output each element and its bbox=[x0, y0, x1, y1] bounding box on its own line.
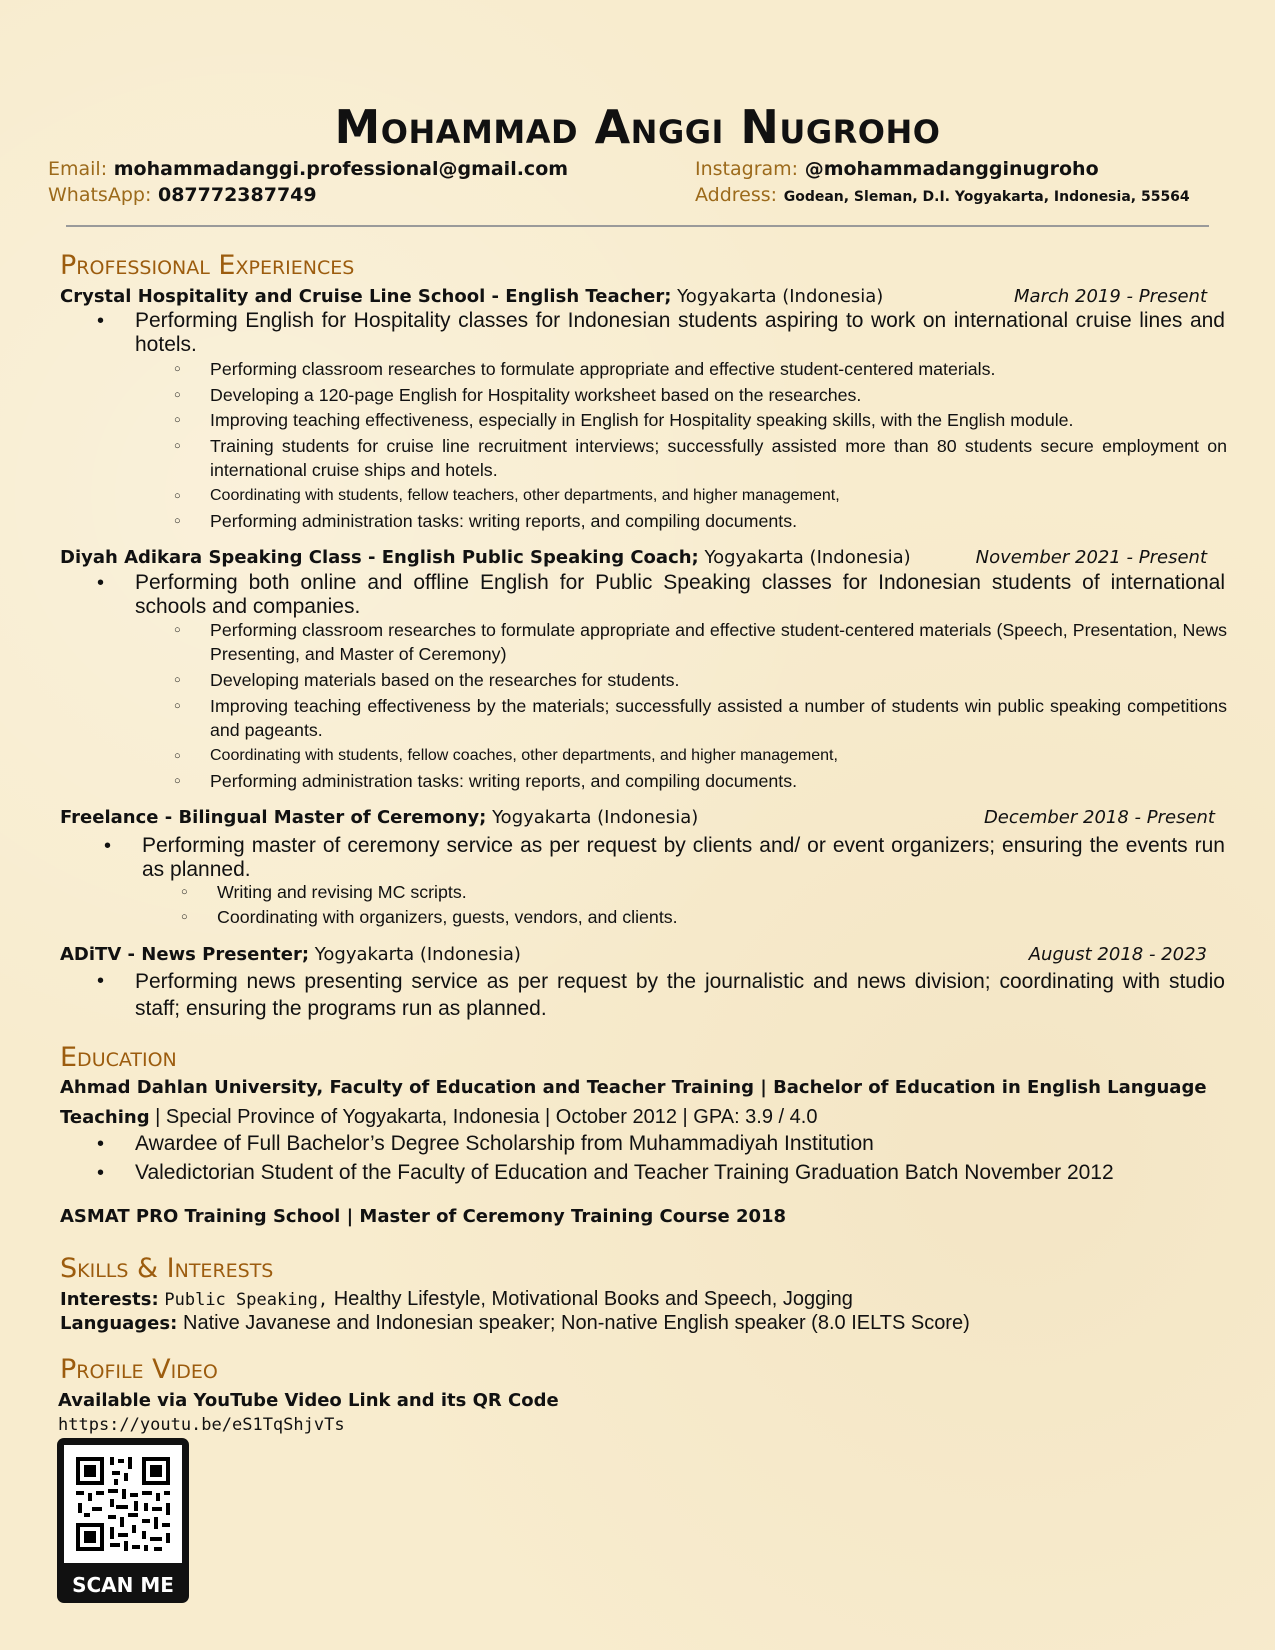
job-location: Yogyakarta (Indonesia) bbox=[492, 807, 699, 828]
whatsapp-label: WhatsApp: bbox=[48, 184, 152, 206]
interests-first: Public Speaking, bbox=[164, 1290, 329, 1310]
address-label: Address: bbox=[695, 184, 778, 206]
header-divider bbox=[66, 225, 1209, 227]
address-line bbox=[695, 184, 1190, 206]
job-title: Freelance - Bilingual Master of Ceremony; bbox=[60, 807, 487, 828]
job-title: Crystal Hospitality and Cruise Line School - English Teacher; bbox=[60, 286, 672, 307]
job-subbullet: ○ Performing classroom researches to formulate appropriate and effective student-centered materials. bbox=[210, 357, 1227, 381]
interests-line bbox=[60, 1288, 1225, 1311]
education-degree: Ahmad Dahlan University, Faculty of Education and Teacher Training | Bachelor of Education in English Language bbox=[60, 1077, 1207, 1098]
candidate-name: Mohammad Anggi Nugroho bbox=[334, 100, 941, 154]
instagram-label: Instagram: bbox=[695, 158, 799, 180]
interests-label: Interests: bbox=[60, 1289, 159, 1310]
training-course: ASMAT PRO Training School | Master of Ceremony Training Course 2018 bbox=[60, 1206, 787, 1227]
job-subbullet: ○ Coordinating with organizers, guests, vendors, and clients. bbox=[217, 905, 1227, 929]
video-description: Available via YouTube Video Link and its QR Code bbox=[58, 1390, 559, 1411]
email-line bbox=[48, 158, 568, 180]
email-label: Email: bbox=[48, 158, 108, 180]
job-heading bbox=[60, 286, 1225, 307]
job-subbullet: ○ Improving teaching effectiveness, especially in English for Hospitality speaking skills, with the English module. bbox=[210, 408, 1227, 432]
job-location: Yogyakarta (Indonesia) bbox=[677, 286, 884, 307]
job-subbullet: ○ Coordinating with students, fellow coaches, other departments, and higher management, bbox=[210, 744, 1227, 768]
instagram-line bbox=[695, 158, 1099, 180]
languages-label: Languages: bbox=[60, 1313, 178, 1334]
qr-scan-label: SCAN ME bbox=[72, 1573, 174, 1597]
whatsapp-line bbox=[48, 184, 317, 206]
job-subbullet: ○ Performing administration tasks: writing reports, and compiling documents. bbox=[210, 769, 1227, 793]
section-title-experience: Professional Experiences bbox=[60, 250, 355, 281]
section-title-video: Profile Video bbox=[60, 1354, 218, 1385]
address-value: Godean, Sleman, D.I. Yogyakarta, Indonesia, 55564 bbox=[783, 189, 1190, 205]
job-subbullet: ○ Performing administration tasks: writing reports, and compiling documents. bbox=[210, 509, 1227, 533]
job-heading bbox=[60, 547, 1225, 568]
section-title-skills: Skills & Interests bbox=[60, 1253, 274, 1284]
qr-code[interactable] bbox=[57, 1438, 189, 1603]
job-bullet: • Performing English for Hospitality classes for Indonesian students aspiring to work on international cruise lines and hotels. bbox=[135, 309, 1225, 357]
education-bullet: • Valedictorian Student of the Faculty of Education and Teacher Training Graduation Batch November 2012 bbox=[135, 1161, 1225, 1185]
section-title-education: Education bbox=[60, 1042, 177, 1073]
job-date: December 2018 - Present bbox=[983, 807, 1215, 828]
languages-value: Native Javanese and Indonesian speaker; Non-native English speaker (8.0 IELTS Score) bbox=[183, 1312, 970, 1334]
job-subbullet: ○ Developing a 120-page English for Hospitality worksheet based on the researches. bbox=[210, 383, 1227, 407]
interests-rest: Healthy Lifestyle, Motivational Books and Speech, Jogging bbox=[328, 1288, 853, 1310]
job-subbullet: ○ Performing classroom researches to formulate appropriate and effective student-centered materials (Speech, Presentation, News Presenting, and Master of Ceremony) bbox=[210, 618, 1227, 666]
job-date: August 2018 - 2023 bbox=[1028, 944, 1207, 965]
qr-pattern bbox=[64, 1445, 182, 1563]
job-bullet: • Performing master of ceremony service as per request by clients and/ or event organizers; ensuring the events run as planned. bbox=[142, 834, 1225, 882]
instagram-value[interactable]: @mohammadangginugroho bbox=[804, 158, 1099, 180]
job-title: Diyah Adikara Speaking Class - English Public Speaking Coach; bbox=[60, 547, 699, 568]
job-heading bbox=[60, 807, 1225, 828]
job-subbullet: ○ Writing and revising MC scripts. bbox=[217, 880, 1227, 904]
video-link[interactable]: https://youtu.be/eS1TqShjvTs bbox=[58, 1415, 345, 1435]
education-bullet: • Awardee of Full Bachelor’s Degree Scholarship from Muhammadiyah Institution bbox=[135, 1132, 1225, 1156]
job-location: Yogyakarta (Indonesia) bbox=[314, 944, 521, 965]
job-subbullet: ○ Improving teaching effectiveness by the materials; successfully assisted a number of students win public speaking competitions and pageants. bbox=[210, 694, 1227, 742]
education-details bbox=[60, 1106, 1225, 1129]
job-subbullet: ○ Developing materials based on the researches for students. bbox=[210, 668, 1227, 692]
job-date: November 2021 - Present bbox=[975, 547, 1207, 568]
job-date: March 2019 - Present bbox=[1014, 286, 1207, 307]
job-title: ADiTV - News Presenter; bbox=[60, 944, 310, 965]
job-subbullet: ○ Training students for cruise line recruitment interviews; successfully assisted more than 80 students secure employment on international cruise ships and hotels. bbox=[210, 434, 1227, 482]
job-heading bbox=[60, 944, 1225, 965]
qr-code-icon bbox=[64, 1445, 182, 1563]
education-info: | Special Province of Yogyakarta, Indonesia | October 2012 | GPA: 3.9 / 4.0 bbox=[149, 1106, 818, 1128]
job-subbullet: ○ Coordinating with students, fellow teachers, other departments, and higher management, bbox=[210, 484, 1227, 508]
whatsapp-value: 087772387749 bbox=[157, 184, 317, 206]
languages-line bbox=[60, 1312, 1225, 1335]
email-value[interactable]: mohammadanggi.professional@gmail.com bbox=[113, 158, 569, 180]
education-major-end: Teaching bbox=[60, 1107, 150, 1128]
job-bullet: • Performing both online and offline English for Public Speaking classes for Indonesian students of international schools and companies. bbox=[135, 571, 1225, 619]
job-location: Yogyakarta (Indonesia) bbox=[704, 547, 911, 568]
job-bullet: • Performing news presenting service as per request by the journalistic and news division; coordinating with studio staff; ensuring the programs run as planned. bbox=[135, 968, 1225, 1022]
